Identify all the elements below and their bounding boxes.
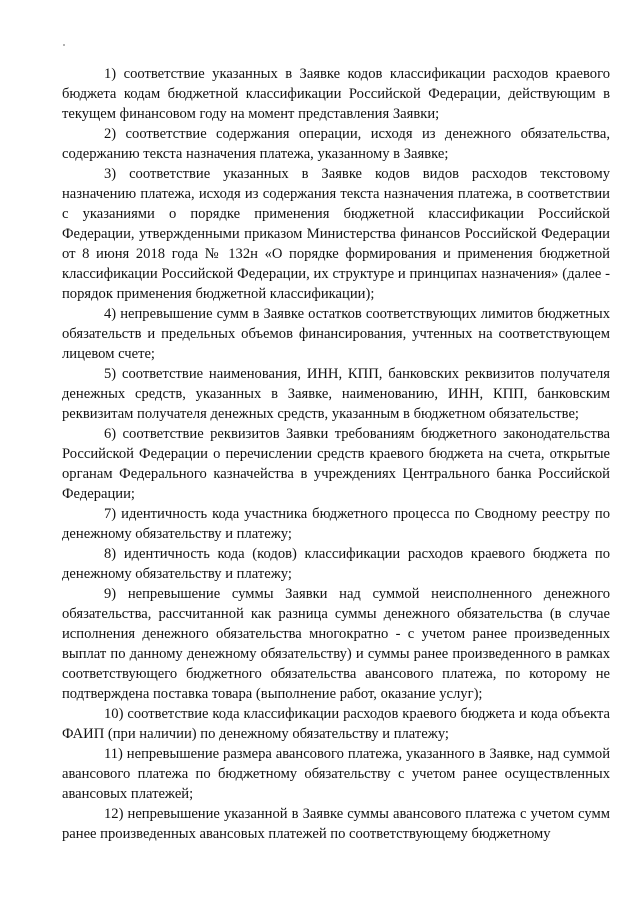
list-item-9: 9) непревышение суммы Заявки над суммой неисполненного денежного обязательства, рассчитанной как разница суммы денежного обязательства (в случае исполнения денежного обязательства многократно - с учетом ранее произведенных выплат по данному денежному обязательству) и суммы ранее произведенного в рамках соответствующего бюджетного обязательства авансового платежа, по которому не подтверждена поставка товара (выполнение работ, оказание услуг); xyxy=(62,586,610,702)
list-item-1: 1) соответствие указанных в Заявке кодов классификации расходов краевого бюджета кодам бюджетной классификации Российской Федерации, действующим в текущем финансовом году на момент представления Заявки; xyxy=(62,66,610,122)
document-body xyxy=(62,64,610,844)
list-item-11: 11) непревышение размера авансового платежа, указанного в Заявке, над суммой авансового платежа по бюджетному обязательству с учетом ранее осуществленных авансовых платежей; xyxy=(62,746,610,802)
list-item-5: 5) соответствие наименования, ИНН, КПП, банковских реквизитов получателя денежных средств, указанных в Заявке, наименованию, ИНН, КПП, банковским реквизитам получателя денежных средств, указанным в бюджетном обязательстве; xyxy=(62,366,610,422)
list-item-6: 6) соответствие реквизитов Заявки требованиям бюджетного законодательства Российской Федерации о перечислении средств краевого бюджета на счета, открытые органам Федерального казначейства в учреждениях Центрального банка Российской Федерации; xyxy=(62,426,610,502)
list-item-8: 8) идентичность кода (кодов) классификации расходов краевого бюджета по денежному обязательству и платежу; xyxy=(62,546,610,582)
scan-speck xyxy=(63,44,65,46)
list-item-3: 3) соответствие указанных в Заявке кодов видов расходов текстовому назначению платежа, исходя из содержания текста назначения платежа, в соответствии с указаниями о порядке применения бюджетной классификации Российской Федерации, утвержденными приказом Министерства финансов Российской Федерации от 8 июня 2018 года № 132н «О порядке формирования и применения бюджетной классификации Российской Федерации, их структуре и принципах назначения» (далее - порядок применения бюджетной классификации); xyxy=(62,166,610,302)
list-item-12: 12) непревышение указанной в Заявке суммы авансового платежа с учетом сумм ранее произведенных авансовых платежей по соответствующему бюджетному xyxy=(62,806,610,842)
list-item-7: 7) идентичность кода участника бюджетного процесса по Сводному реестру по денежному обязательству и платежу; xyxy=(62,506,610,542)
list-item-4: 4) непревышение сумм в Заявке остатков соответствующих лимитов бюджетных обязательств и предельных объемов финансирования, учтенных на соответствующем лицевом счете; xyxy=(62,306,610,362)
list-item-10: 10) соответствие кода классификации расходов краевого бюджета и кода объекта ФАИП (при наличии) по денежному обязательству и платежу; xyxy=(62,706,610,742)
list-item-2: 2) соответствие содержания операции, исходя из денежного обязательства, содержанию текста назначения платежа, указанному в Заявке; xyxy=(62,126,610,162)
